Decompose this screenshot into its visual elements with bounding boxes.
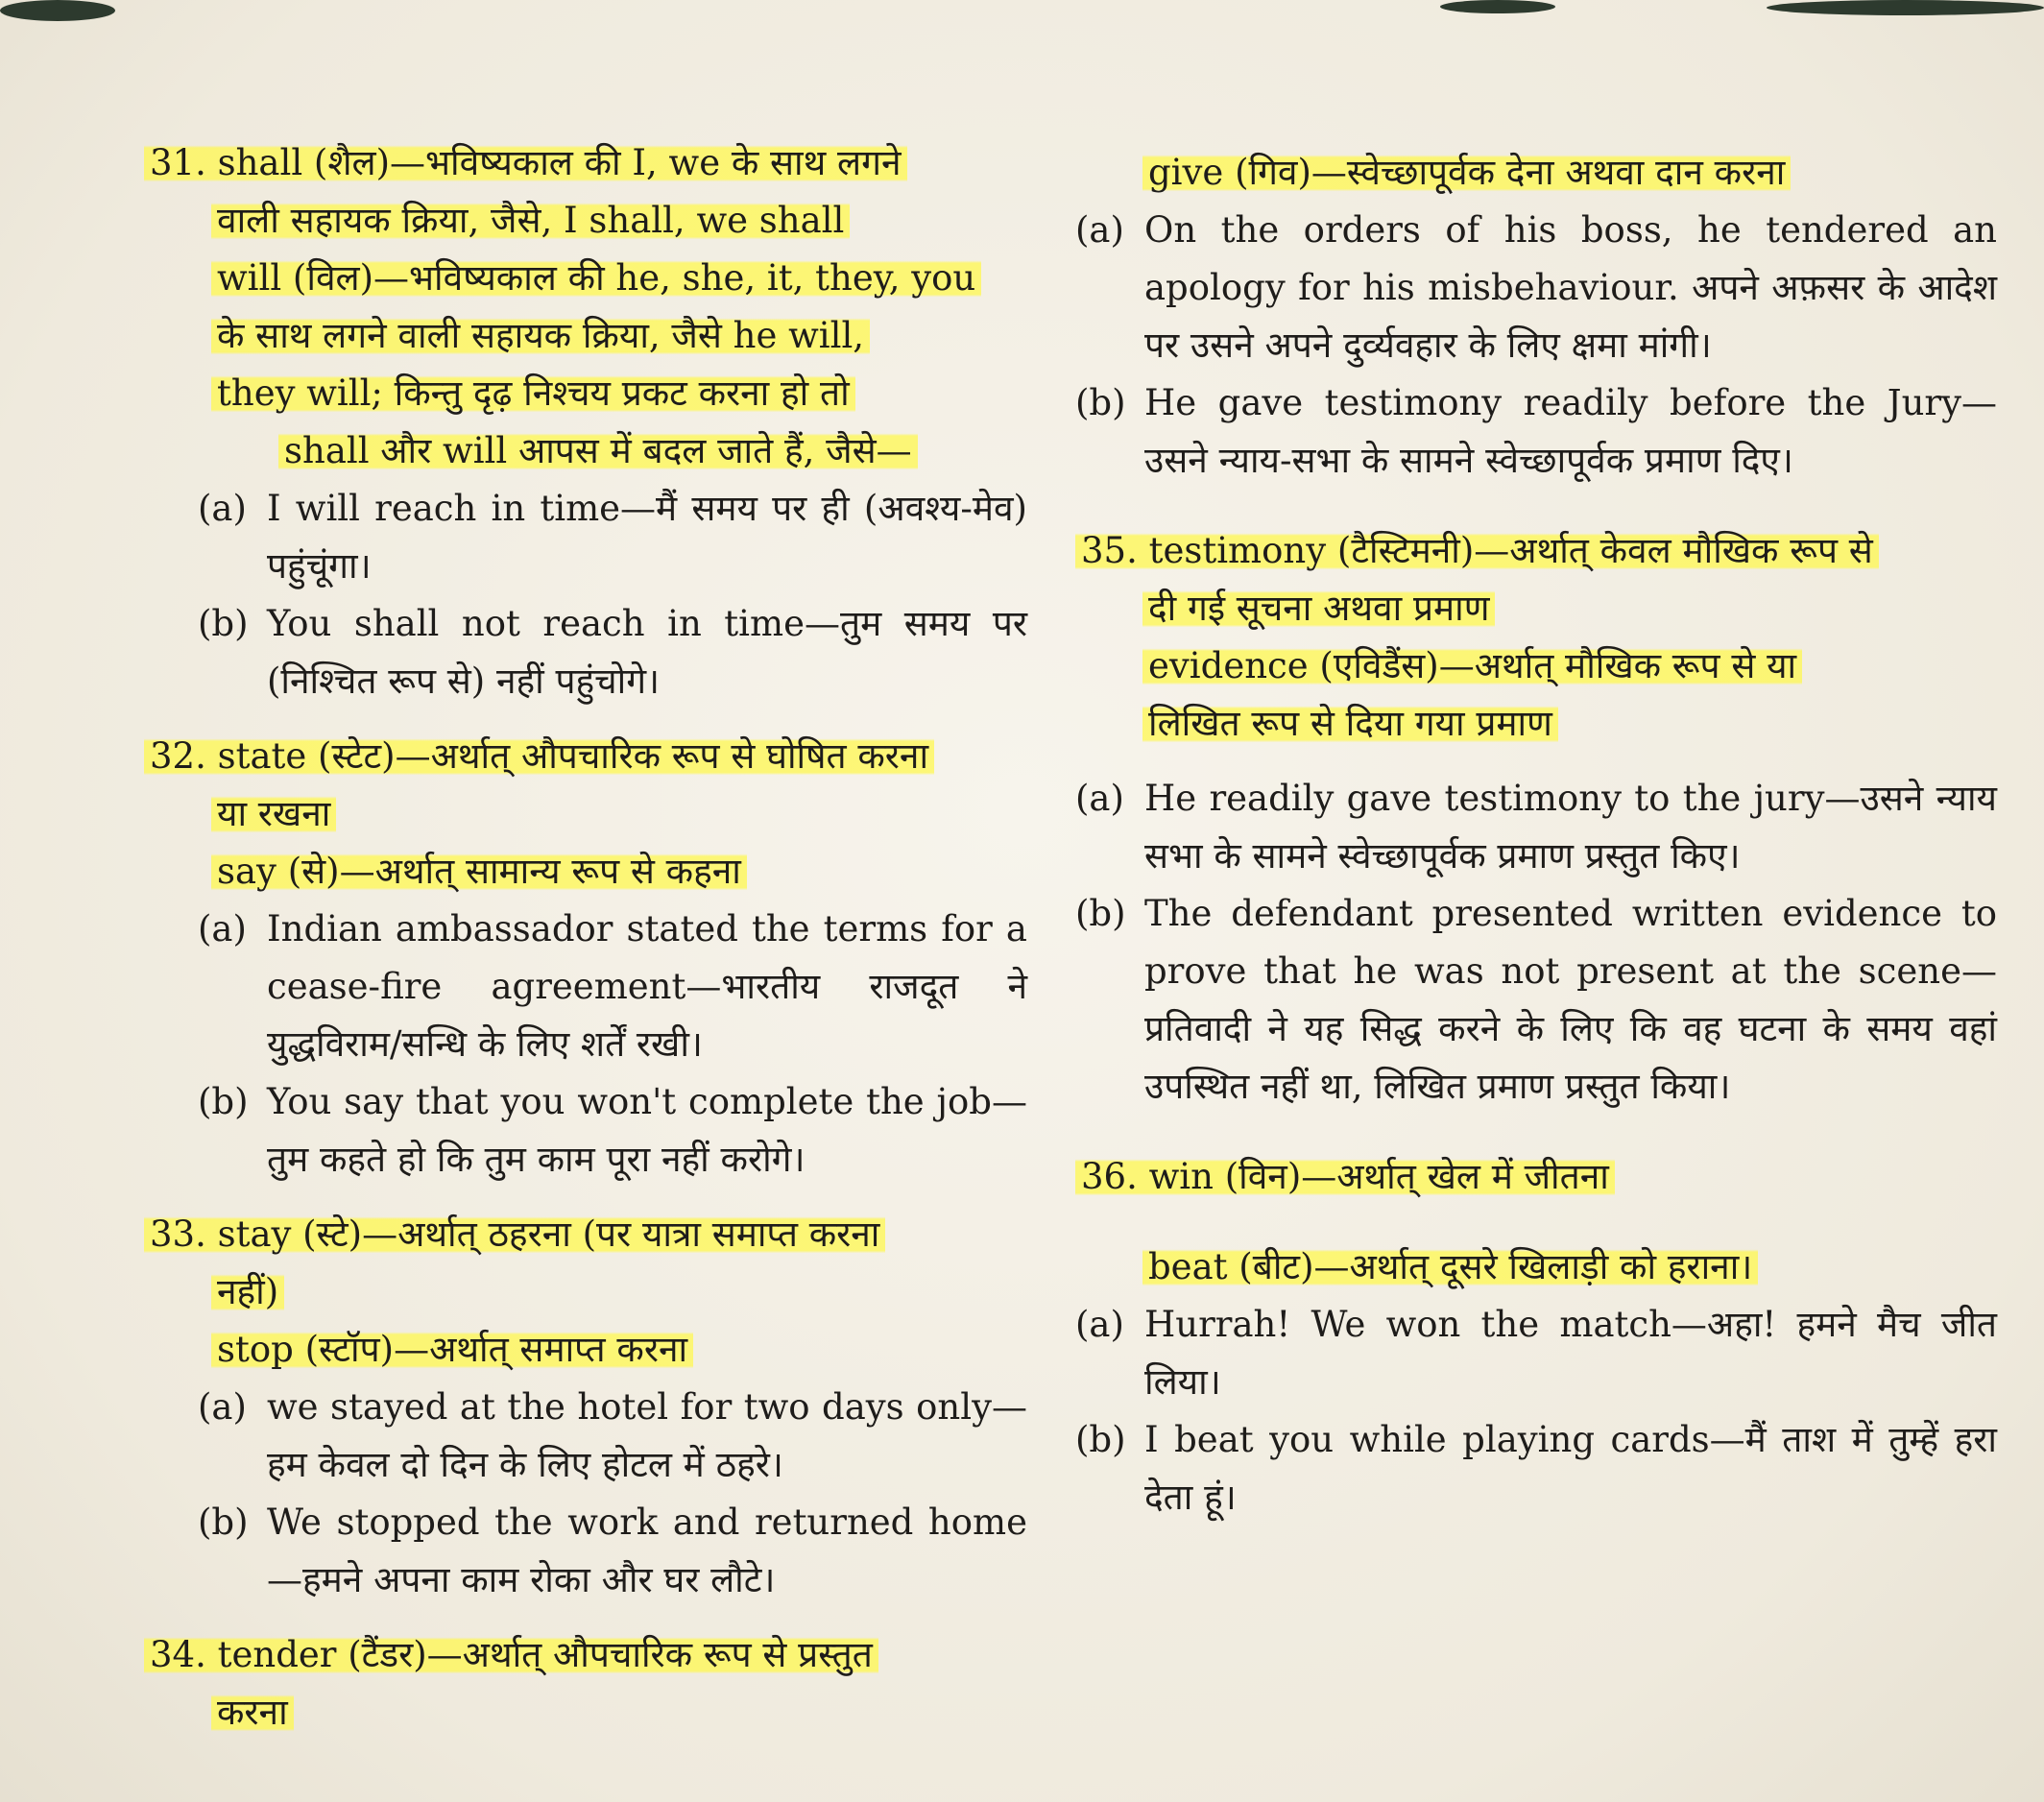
entry-35-line2: दी गई सूचना अथवा प्रमाण [1142,588,1495,629]
entry-36 [1075,1148,1997,1526]
entry-34-give-line: give (गिव)—स्वेच्छापूर्वक देना अथवा दान करना [1142,152,1791,193]
top-edge-shadow [1440,0,1555,13]
entry-32-example-a: (a) Indian ambassador stated the terms for a cease-fire agreement—भारतीय राजदूत ने युद्धविराम/सन्धि के लिए शर्तें रखी। [198,908,1027,1065]
left-column [144,134,1027,1742]
entry-33-headline: 33. stay (स्टे)—अर्थात् ठहरना (पर यात्रा समाप्त करना [144,1213,885,1255]
top-edge-shadow [0,0,115,21]
entry-33 [144,1206,1027,1609]
entry-35 [1075,522,1997,1116]
entry-31-line6: shall और will आपस में बदल जाते हैं, जैसे— [278,430,918,471]
entry-31-line5: they will; किन्तु दृढ़ निश्चय प्रकट करना हो तो [211,372,855,414]
right-column [1075,144,1997,1526]
entry-31-line2: वाली सहायक क्रिया, जैसे, I shall, we shall [211,200,850,241]
top-edge-shadow [1767,0,2044,15]
entry-31-will-line: will (विल)—भविष्यकाल की he, she, it, they, you [211,257,981,299]
entry-33-example-a: (a) we stayed at the hotel for two days only—हम केवल दो दिन के लिए होटल में ठहरे। [198,1386,1027,1485]
entry-33-stop-line: stop (स्टॉप)—अर्थात् समाप्त करना [211,1329,693,1370]
entry-33-line2: नहीं) [211,1271,284,1312]
entry-36-example-a: (a) Hurrah! We won the match—अहा! हमने मैच जीत लिया। [1075,1304,1997,1403]
entry-34-line2: करना [211,1692,294,1733]
entry-31-headline: 31. shall (शैल)—भविष्यकाल की I, we के साथ लगने [144,142,907,183]
entry-32-line2: या रखना [211,793,336,834]
entry-34-example-a: (a) On the orders of his boss, he tendered an apology for his misbehaviour. अपने अफ़सर के आदेश पर उसने अपने दुर्व्यवहार के लिए क्षमा मांगी। [1075,209,1997,366]
entry-35-example-b: (b) The defendant presented written evidence to prove that he was not present at the scene—प्रतिवादी ने यह सिद्ध करने के लिए कि वह घटना के समय वहां उपस्थित नहीं था, लिखित प्रमाण प्रस्तुत किया। [1075,893,1997,1107]
entry-34-continued [1075,144,1997,490]
entry-34 [144,1626,1027,1742]
entry-35-headline: 35. testimony (टैस्टिमनी)—अर्थात् केवल मौखिक रूप से [1075,530,1879,571]
entry-33-example-b: (b) We stopped the work and returned home—हमने अपना काम रोका और घर लौटे। [198,1502,1027,1600]
entry-36-headline: 36. win (विन)—अर्थात् खेल में जीतना [1075,1156,1615,1197]
entry-31-example-b: (b) You shall not reach in time—तुम समय पर (निश्चित रूप से) नहीं पहुंचोगे। [198,603,1027,702]
entry-32-say-line: say (से)—अर्थात् सामान्य रूप से कहना [211,851,747,892]
entry-35-evidence-line: evidence (एविडैंस)—अर्थात् मौखिक रूप से या [1142,645,1802,686]
entry-31 [144,134,1027,710]
entry-34-headline: 34. tender (टैंडर)—अर्थात् औपचारिक रूप से प्रस्तुत [144,1634,878,1675]
entry-31-line4: के साथ लगने वाली सहायक क्रिया, जैसे he will, [211,315,870,356]
entry-35-line4: लिखित रूप से दिया गया प्रमाण [1142,703,1558,744]
entry-35-example-a: (a) He readily gave testimony to the jury—उसने न्याय सभा के सामने स्वेच्छापूर्वक प्रमाण प्रस्तुत किए। [1075,778,1997,877]
entry-32-headline: 32. state (स्टेट)—अर्थात् औपचारिक रूप से घोषित करना [144,735,934,777]
entry-36-beat-line: beat (बीट)—अर्थात् दूसरे खिलाड़ी को हराना। [1142,1246,1758,1287]
entry-32-example-b: (b) You say that you won't complete the job—तुम कहते हो कि तुम काम पूरा नहीं करोगे। [198,1081,1027,1180]
entry-34-example-b: (b) He gave testimony readily before the Jury—उसने न्याय-सभा के सामने स्वेच्छापूर्वक प्रमाण दिए। [1075,382,1997,481]
entry-36-example-b: (b) I beat you while playing cards—मैं ताश में तुम्हें हरा देता हूं। [1075,1419,1997,1518]
entry-32 [144,728,1027,1189]
entry-31-example-a: (a) I will reach in time—मैं समय पर ही (अवश्य-मेव) पहुंचूंगा। [198,488,1027,587]
